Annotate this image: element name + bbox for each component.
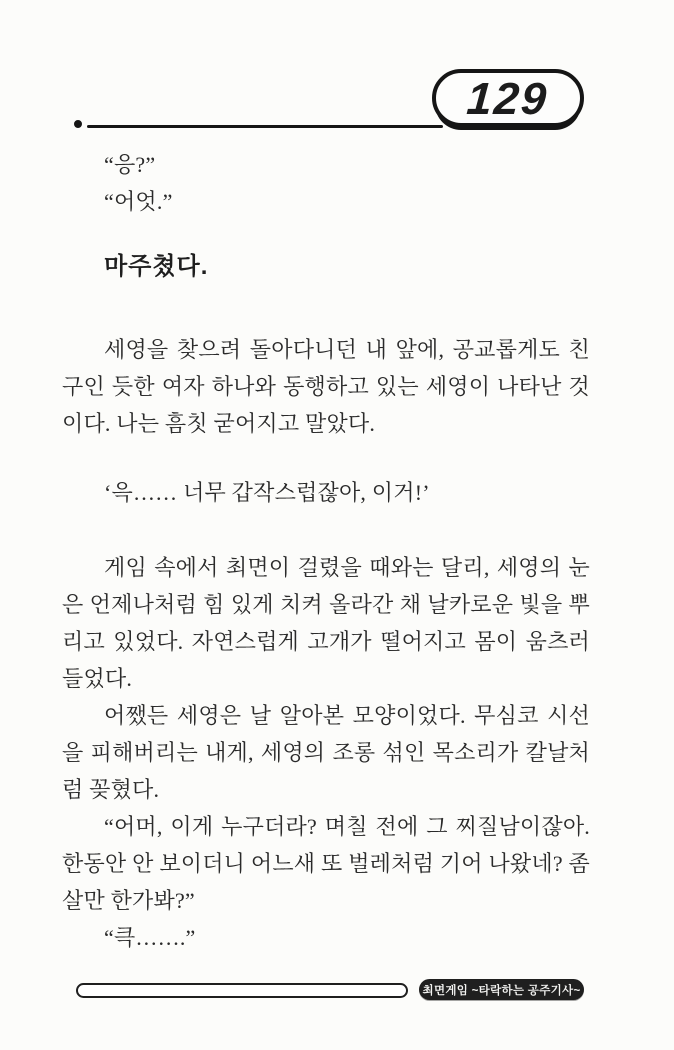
narration-paragraph: 어쨌든 세영은 날 알아본 모양이었다. 무심코 시선을 피해버리는 내게, 세영의 조롱 섞인 목소리가 칼날처럼 꽂혔다.	[62, 703, 590, 802]
footer-rule-pill	[76, 983, 408, 998]
narration-paragraph: 세영을 찾으려 돌아다니던 내 앞에, 공교롭게도 친구인 듯한 여자 하나와 동행하고 있는 세영이 나타난 것이다. 나는 흠칫 굳어지고 말았다.	[62, 337, 590, 436]
header-rule-line	[87, 125, 443, 128]
page-number-badge	[432, 69, 584, 127]
emphasis-line: 마주쳤다.	[104, 253, 209, 280]
series-title-badge	[419, 979, 584, 1000]
dialogue-line: “어엇.”	[104, 189, 173, 214]
page-number: 129	[465, 72, 551, 124]
dialogue-line: “응?”	[104, 152, 156, 177]
dialogue-paragraph: “어머, 이게 누구더라? 며칠 전에 그 찌질남이잖아. 한동안 안 보이더니 어느새 또 벌레처럼 기어 나왔네? 좀 살만 한가봐?”	[62, 814, 590, 913]
ring-ornament-icon	[74, 120, 82, 128]
narration-paragraph: 게임 속에서 최면이 걸렸을 때와는 달리, 세영의 눈은 언제나처럼 힘 있게 치켜 올라간 채 날카로운 빛을 뿌리고 있었다. 자연스럽게 고개가 떨어지고 몸이 움츠러들었다.	[62, 555, 590, 691]
thought-line: ‘윽…… 너무 갑작스럽잖아, 이거!’	[104, 480, 430, 505]
series-title: 최면게임 ~타락하는 공주기사~	[422, 984, 581, 997]
dialogue-line: “큭…….”	[104, 925, 196, 950]
novel-body-text	[62, 146, 590, 956]
